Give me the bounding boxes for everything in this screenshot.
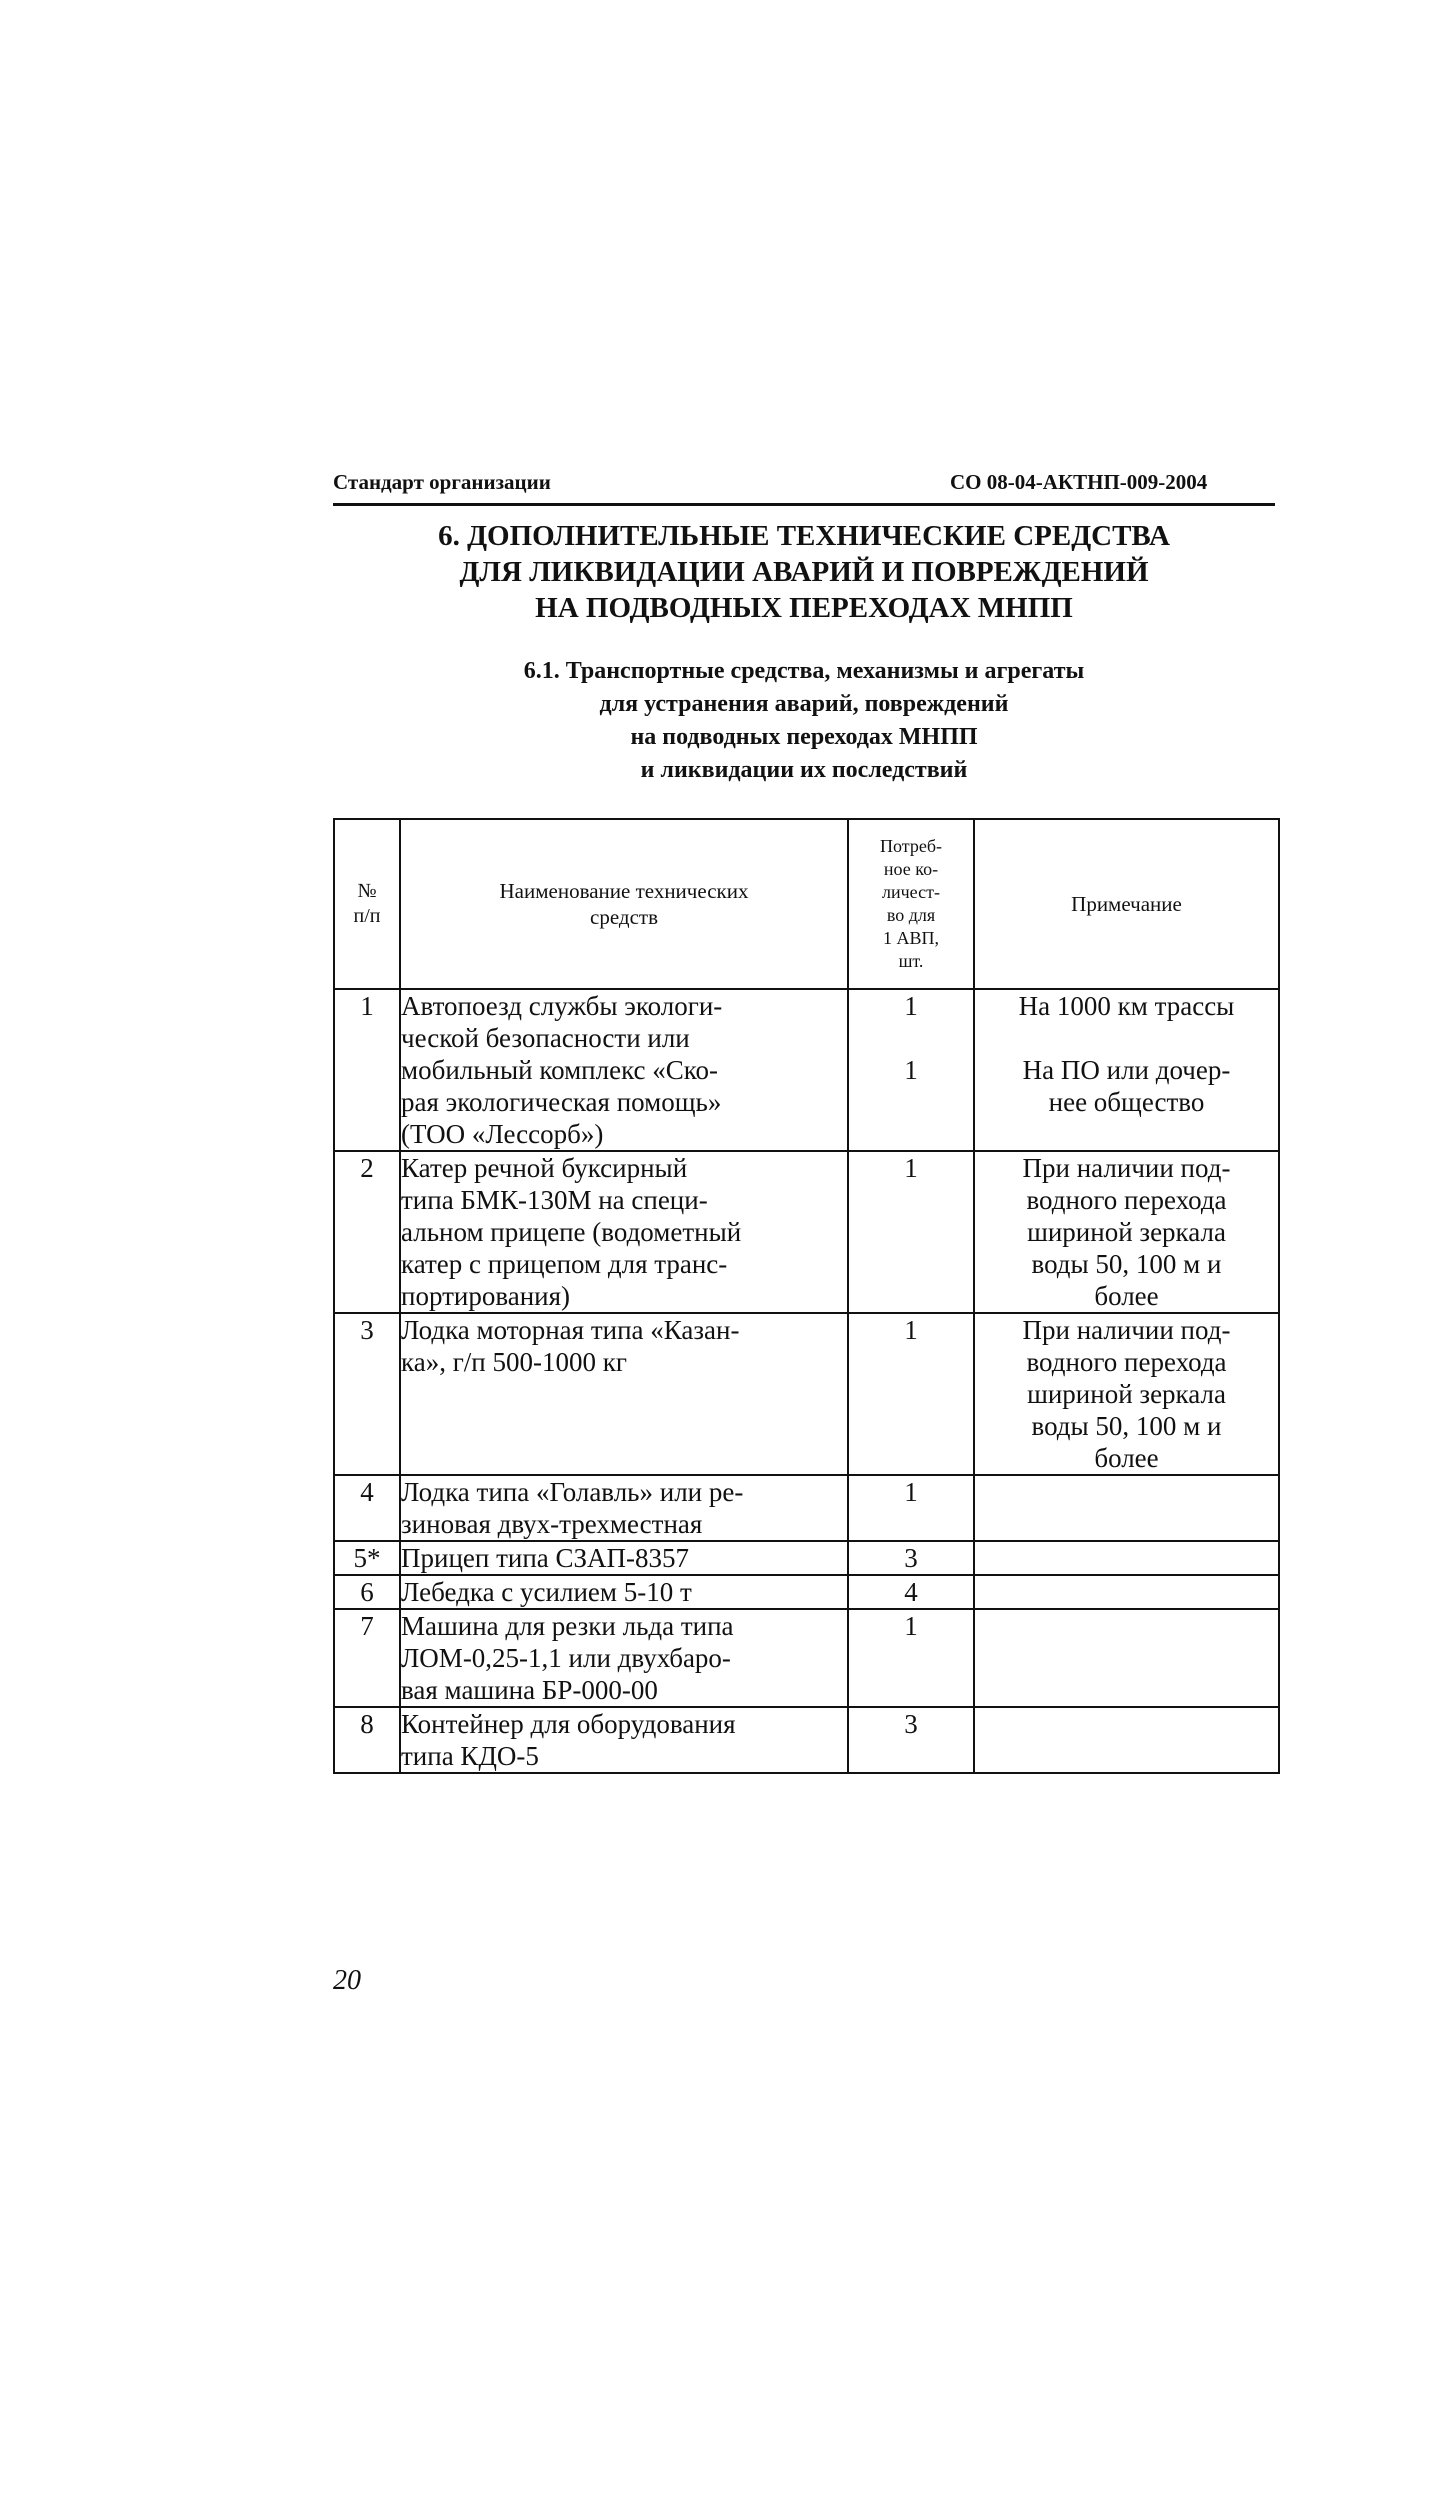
note-cell [974, 989, 1279, 1151]
table-row [334, 1151, 1279, 1313]
row-number-cell: 7 [334, 1609, 400, 1707]
equipment-name-line: зиновая двух-трехместная [401, 1509, 703, 1539]
equipment-name-line: типа БМК-130М на специ- [401, 1185, 708, 1215]
equipment-name-line: ЛОМ-0,25-1,1 или двухбаро- [401, 1643, 731, 1673]
quantity-cell [848, 1707, 974, 1773]
running-header-right: СО 08-04-АКТНП-009-2004 [950, 470, 1208, 494]
table-row [334, 1575, 1279, 1609]
quantity-cell [848, 1151, 974, 1313]
quantity-cell [848, 1609, 974, 1707]
equipment-name-line: ка», г/п 500-1000 кг [401, 1347, 627, 1377]
equipment-name-line: Лодка моторная типа «Казан- [401, 1315, 740, 1345]
running-header-left: Стандарт организации [333, 470, 551, 494]
quantity-value: 1 [904, 1153, 918, 1183]
equipment-name-cell [400, 1609, 848, 1707]
subsection-title-line: для устранения аварий, повреждений [599, 691, 1009, 717]
row-number-cell: 2 [334, 1151, 400, 1313]
note-line: водного перехода [1026, 1185, 1227, 1215]
note-line: нее общество [1048, 1087, 1205, 1117]
note-line: шириной зеркала [1027, 1217, 1226, 1247]
equipment-name-line: Контейнер для оборудования [401, 1709, 736, 1739]
equipment-name-cell [400, 1575, 848, 1609]
header-num: № п/п [334, 819, 400, 989]
subsection-title-line: 6.1. Транспортные средства, механизмы и агрегаты [523, 658, 1085, 684]
note-cell [974, 1609, 1279, 1707]
table-row [334, 1707, 1279, 1773]
row-number-cell: 6 [334, 1575, 400, 1609]
header-rule [333, 503, 1275, 506]
equipment-name-cell [400, 989, 848, 1151]
note-line: более [1094, 1281, 1159, 1311]
row-number-cell: 1 [334, 989, 400, 1151]
note-line: При наличии под- [1022, 1153, 1231, 1183]
equipment-name-line: Лодка типа «Голавль» или ре- [401, 1477, 744, 1507]
table-row [334, 1475, 1279, 1541]
note-cell [974, 1151, 1279, 1313]
quantity-cell [848, 1541, 974, 1575]
equipment-name-line: Прицеп типа СЗАП-8357 [401, 1543, 690, 1573]
table-header-row [334, 819, 1279, 989]
note-line: воды 50, 100 м и [1031, 1249, 1222, 1279]
section-title-line: ДЛЯ ЛИКВИДАЦИИ АВАРИЙ И ПОВРЕЖДЕНИЙ [459, 556, 1149, 588]
equipment-name-line: ческой безопасности или [401, 1023, 690, 1053]
equipment-name-line: Автопоезд службы экологи- [401, 991, 723, 1021]
quantity-cell [848, 1575, 974, 1609]
equipment-name-line: Машина для резки льда типа [401, 1611, 734, 1641]
quantity-value: 3 [904, 1543, 918, 1573]
quantity-cell [848, 989, 974, 1151]
table-row [334, 1541, 1279, 1575]
table-body [334, 989, 1279, 1773]
note-line: воды 50, 100 м и [1031, 1411, 1222, 1441]
page-number: 20 [333, 1965, 361, 1996]
row-number-cell: 3 [334, 1313, 400, 1475]
note-cell [974, 1541, 1279, 1575]
table-row [334, 1313, 1279, 1475]
header-name: Наименование технических средств [400, 819, 848, 989]
equipment-name-line: портирования) [401, 1281, 571, 1311]
equipment-name-line: рая экологическая помощь» [401, 1087, 722, 1117]
table-row [334, 1609, 1279, 1707]
section-title-line: НА ПОДВОДНЫХ ПЕРЕХОДАХ МНПП [535, 592, 1073, 624]
quantity-value [849, 1022, 973, 1054]
equipment-name-cell [400, 1151, 848, 1313]
subsection-title-line: и ликвидации их последствий [640, 757, 968, 783]
note-line: водного перехода [1026, 1347, 1227, 1377]
header-note: Примечание [974, 819, 1279, 989]
note-line: шириной зеркала [1027, 1379, 1226, 1409]
quantity-value: 1 [904, 1315, 918, 1345]
row-number-cell: 8 [334, 1707, 400, 1773]
quantity-value: 1 [904, 1055, 918, 1085]
equipment-table [333, 818, 1280, 1774]
section-title [333, 518, 1275, 626]
row-number-cell: 4 [334, 1475, 400, 1541]
quantity-cell [848, 1475, 974, 1541]
equipment-name-line: Лебедка с усилием 5-10 т [401, 1577, 692, 1607]
note-line [975, 1022, 1278, 1054]
equipment-name-line: (ТОО «Лессорб») [401, 1119, 604, 1149]
quantity-value: 1 [904, 1611, 918, 1641]
note-line: При наличии под- [1022, 1315, 1231, 1345]
equipment-name-cell [400, 1541, 848, 1575]
equipment-name-line: вая машина БР-000-00 [401, 1675, 658, 1705]
equipment-name-line: типа КДО-5 [401, 1741, 539, 1771]
quantity-value: 1 [904, 991, 918, 1021]
equipment-name-line: мобильный комплекс «Ско- [401, 1055, 718, 1085]
subsection-title-line: на подводных переходах МНПП [630, 724, 978, 750]
row-number-cell: 5* [334, 1541, 400, 1575]
section-title-line: 6. ДОПОЛНИТЕЛЬНЫЕ ТЕХНИЧЕСКИЕ СРЕДСТВА [438, 520, 1170, 552]
note-cell [974, 1475, 1279, 1541]
note-line: более [1094, 1443, 1159, 1473]
equipment-name-line: катер с прицепом для транс- [401, 1249, 728, 1279]
note-cell [974, 1313, 1279, 1475]
quantity-value: 3 [904, 1709, 918, 1739]
note-cell [974, 1707, 1279, 1773]
equipment-name-cell [400, 1313, 848, 1475]
quantity-value: 4 [904, 1577, 918, 1607]
table-row [334, 989, 1279, 1151]
equipment-name-cell [400, 1475, 848, 1541]
note-line: На ПО или дочер- [1022, 1055, 1231, 1085]
quantity-value: 1 [904, 1477, 918, 1507]
note-cell [974, 1575, 1279, 1609]
equipment-name-cell [400, 1707, 848, 1773]
header-qty: Потреб- ное ко- личест- во для 1 АВП, шт. [848, 819, 974, 989]
note-line: На 1000 км трассы [1018, 991, 1235, 1021]
equipment-name-line: Катер речной буксирный [401, 1153, 688, 1183]
quantity-cell [848, 1313, 974, 1475]
equipment-name-line: альном прицепе (водометный [401, 1217, 742, 1247]
subsection-title [333, 655, 1275, 787]
